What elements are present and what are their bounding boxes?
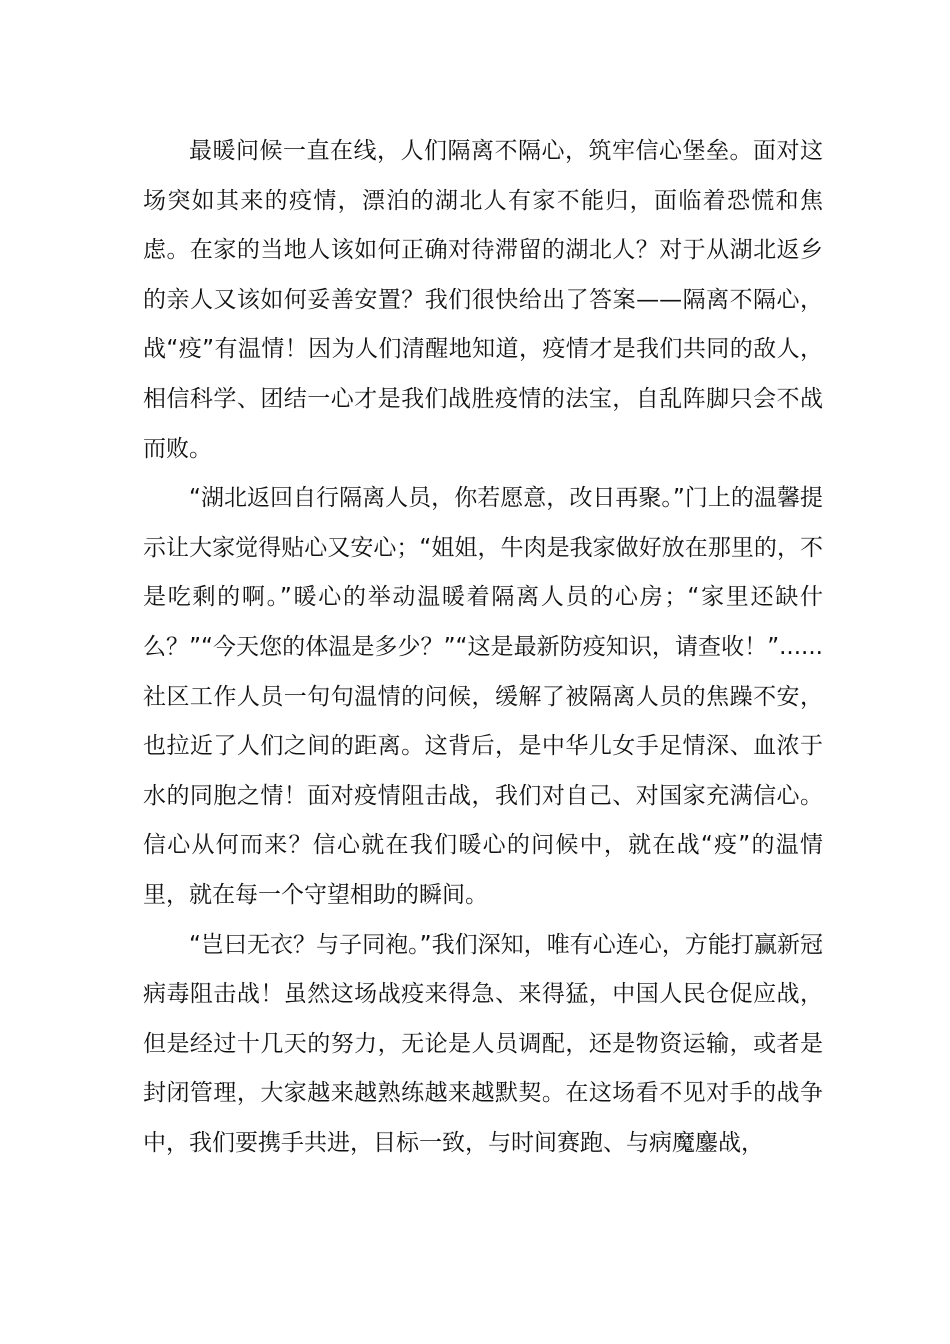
paragraph-1: 最暖问候一直在线，人们隔离不隔心，筑牢信心堡垒。面对这场突如其来的疫情，漂泊的湖北人有家不能归，面临着恐慌和焦虑。在家的当地人该如何正确对待滞留的湖北人？对于从湖北返乡的亲人又该如何妥善安置？我们很快给出了答案——隔离不隔心，战“疫”有温情！因为人们清醒地知道，疫情才是我们共同的敌人，相信科学、团结一心才是我们战胜疫情的法宝，自乱阵脚只会不战而败。	[143, 138, 823, 462]
paragraph-2: “湖北返回自行隔离人员，你若愿意，改日再聚。”门上的温馨提示让大家觉得贴心又安心；“姐姐，牛肉是我家做好放在那里的，不是吃剩的啊。”暖心的举动温暖着隔离人员的心房；“家里还缺什么？”“今天您的体温是多少？”“这是最新防疫知识，请查收！”......社区工作人员一句句温情的问候，缓解了被隔离人员的焦躁不安，也拉近了人们之间的距离。这背后，是中华儿女手足情深、血浓于水的同胞之情！面对疫情阻击战，我们对自己、对国家充满信心。信心从何而来？信心就在我们暖心的问候中，就在战“疫”的温情里，就在每一个守望相助的瞬间。	[143, 485, 823, 908]
paragraph-3: “岂曰无衣？与子同袍。”我们深知，唯有心连心，方能打赢新冠病毒阻击战！虽然这场战疫来得急、来得猛，中国人民仓促应战，但是经过十几天的努力，无论是人员调配，还是物资运输，或者是封闭管理，大家越来越熟练越来越默契。在这场看不见对手的战争中，我们要携手共进，目标一致，与时间赛跑、与病魔鏖战，	[143, 931, 823, 1156]
body-text	[143, 127, 823, 1168]
